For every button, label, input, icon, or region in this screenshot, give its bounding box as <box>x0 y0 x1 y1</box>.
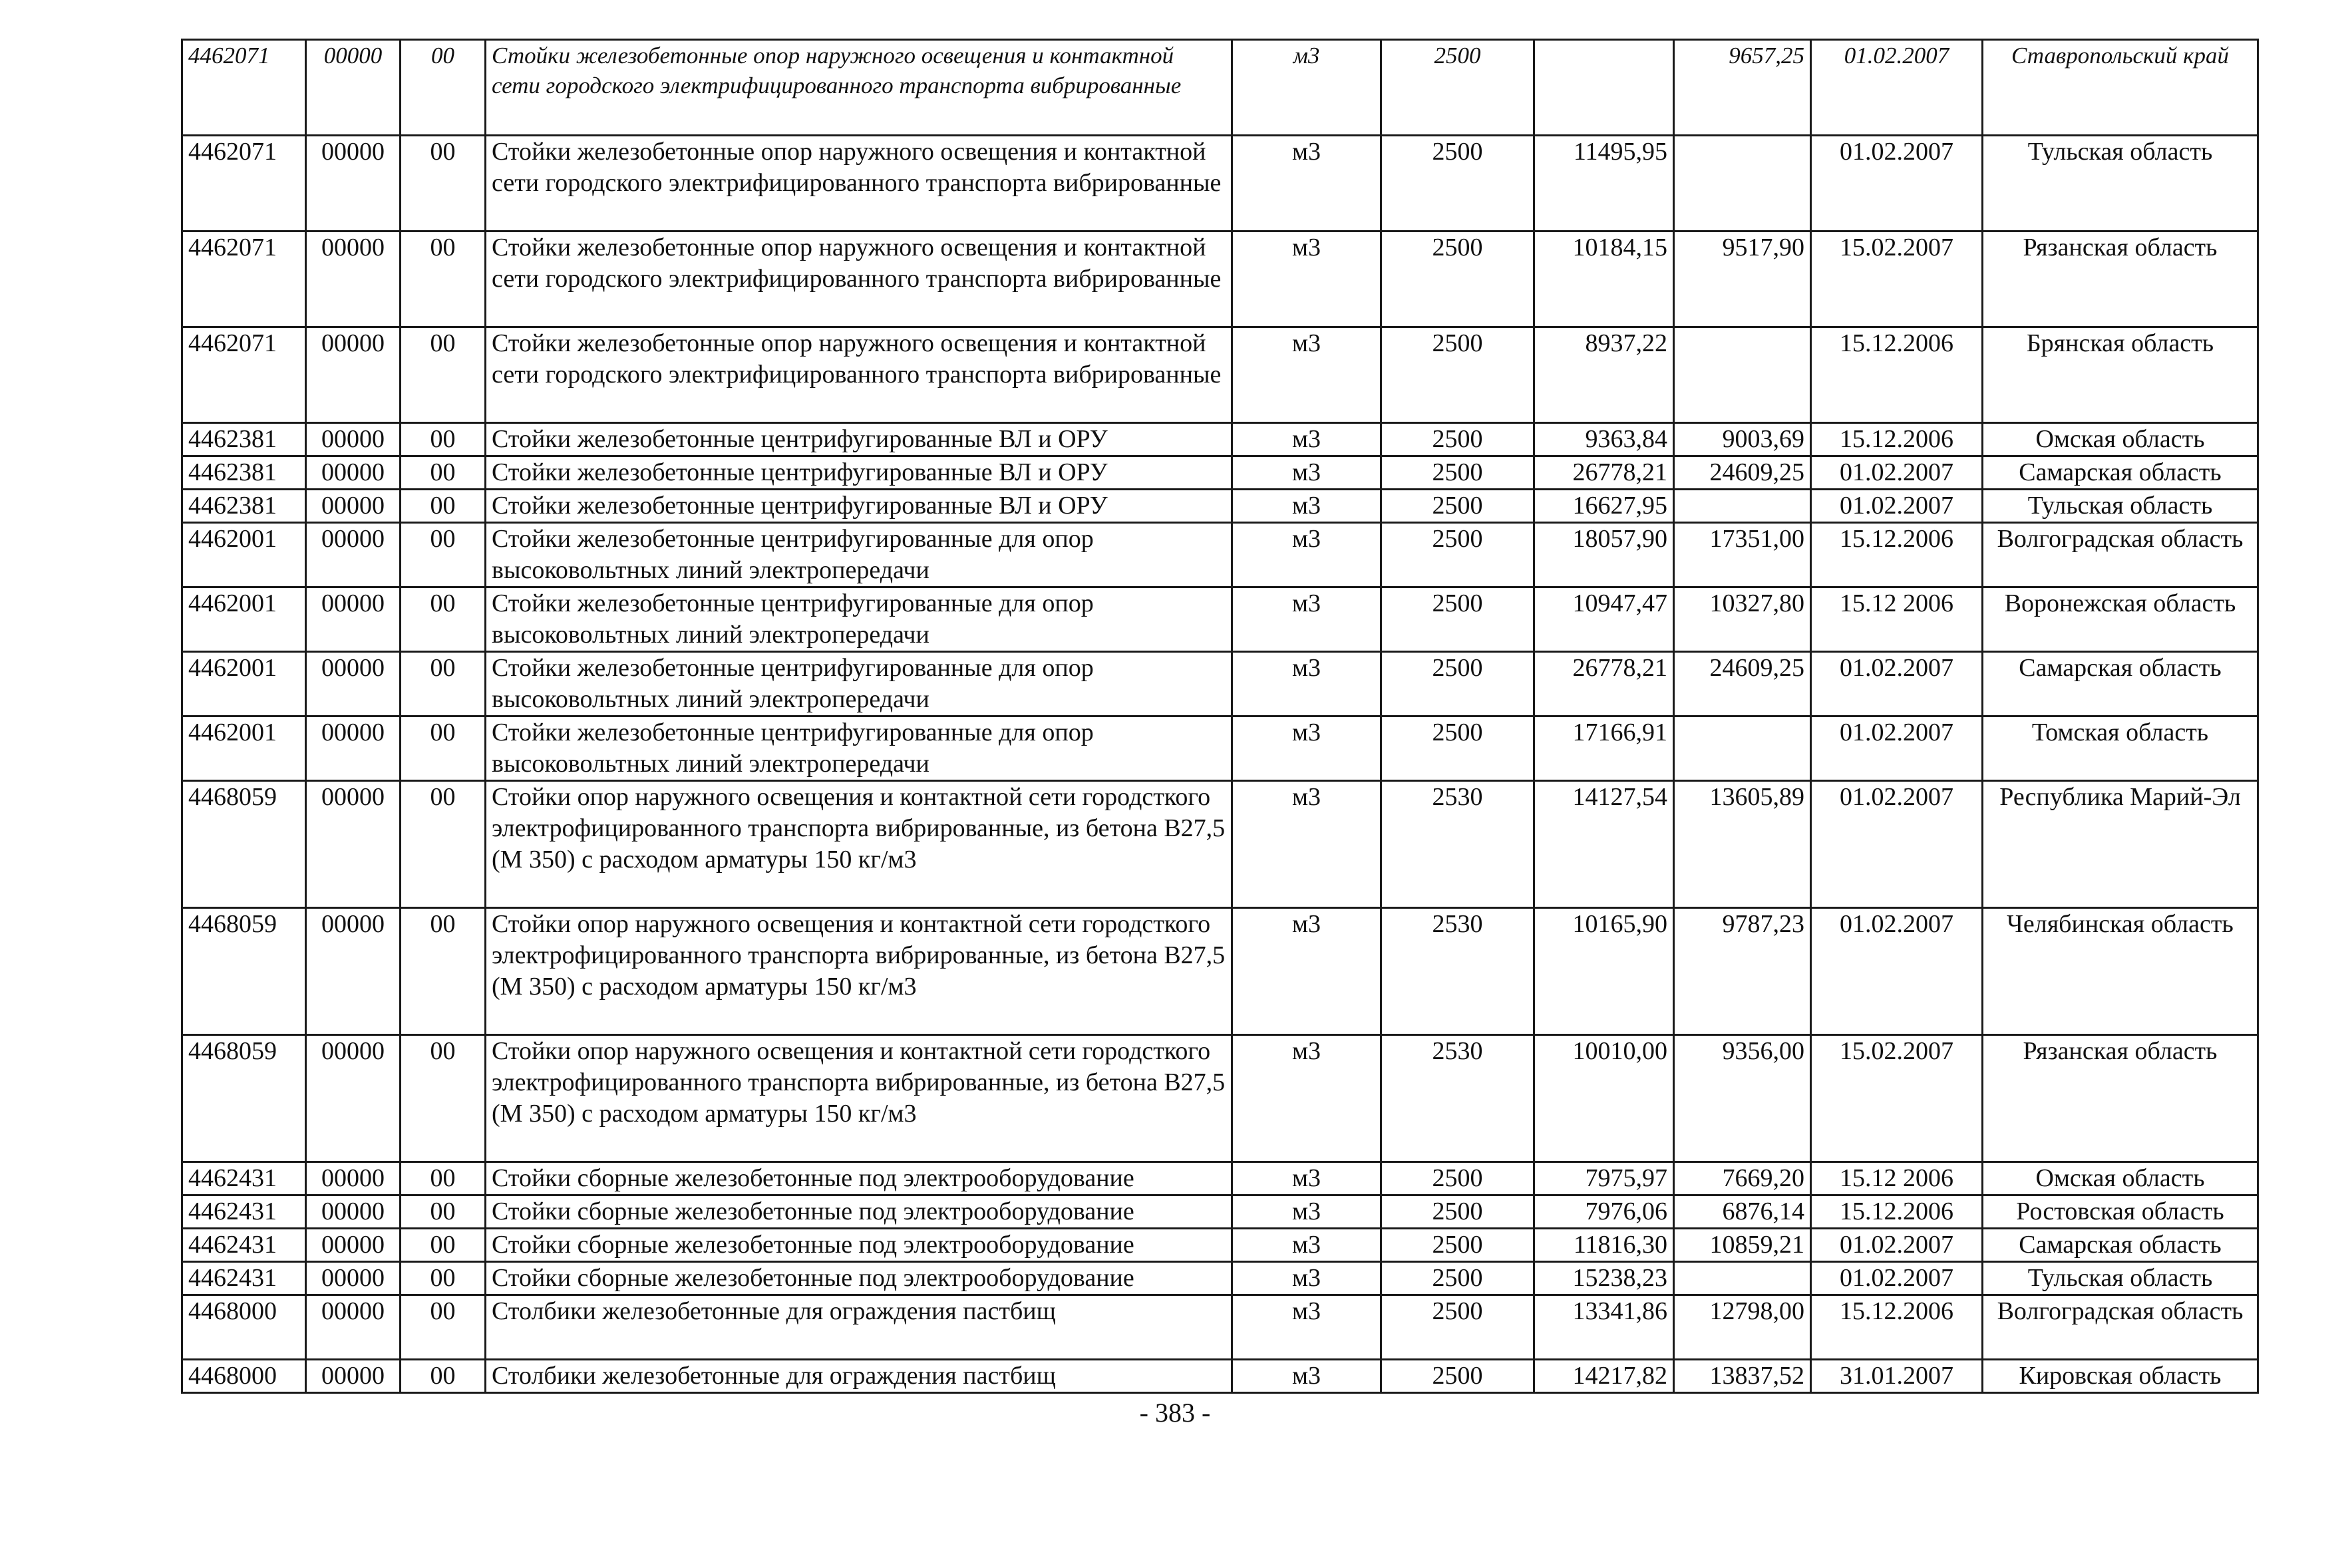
table-row <box>182 456 2258 490</box>
region-cell: Воронежская область <box>1983 587 2258 652</box>
control-number-cell: 00 <box>401 423 486 456</box>
grade-cell: 2500 <box>1381 1295 1534 1360</box>
date-cell: 01.02.2007 <box>1811 40 1983 136</box>
table-row <box>182 136 2258 232</box>
table-row <box>182 587 2258 652</box>
unit-cell: м3 <box>1232 1262 1381 1295</box>
code-cell: 4462431 <box>182 1229 306 1262</box>
control-number-cell: 00 <box>401 136 486 232</box>
price-without-vat-cell <box>1674 1262 1811 1295</box>
price-without-vat-cell: 13837,52 <box>1674 1360 1811 1393</box>
grade-cell: 2500 <box>1381 1360 1534 1393</box>
product-name-cell: Стойки сборные железобетонные под электрооборудование <box>486 1195 1232 1229</box>
code-cell: 4462001 <box>182 523 306 587</box>
region-cell: Челябинская область <box>1983 908 2258 1035</box>
price-cell: 13341,86 <box>1534 1295 1674 1360</box>
date-cell: 01.02.2007 <box>1811 908 1983 1035</box>
subcode-cell: 00000 <box>306 908 401 1035</box>
control-number-cell: 00 <box>401 781 486 908</box>
price-cell: 9363,84 <box>1534 423 1674 456</box>
region-cell: Рязанская область <box>1983 232 2258 327</box>
control-number-cell: 00 <box>401 1262 486 1295</box>
code-cell: 4462001 <box>182 587 306 652</box>
unit-cell: м3 <box>1232 232 1381 327</box>
region-cell: Самарская область <box>1983 1229 2258 1262</box>
region-cell: Ростовская область <box>1983 1195 2258 1229</box>
control-number-cell: 00 <box>401 1035 486 1162</box>
product-name-cell: Стойки железобетонные опор наружного освещения и контактной сети городского электрифицированного транспорта вибрированные <box>486 40 1232 136</box>
price-without-vat-cell: 12798,00 <box>1674 1295 1811 1360</box>
code-cell: 4462381 <box>182 490 306 523</box>
unit-cell: м3 <box>1232 908 1381 1035</box>
table-row <box>182 40 2258 136</box>
subcode-cell: 00000 <box>306 652 401 716</box>
control-number-cell: 00 <box>401 40 486 136</box>
date-cell: 01.02.2007 <box>1811 652 1983 716</box>
price-cell: 8937,22 <box>1534 327 1674 423</box>
product-name-cell: Стойки железобетонные центрифугированные для опор высоковольтных линий электропередачи <box>486 587 1232 652</box>
date-cell: 15.02.2007 <box>1811 1035 1983 1162</box>
subcode-cell: 00000 <box>306 490 401 523</box>
grade-cell: 2500 <box>1381 652 1534 716</box>
unit-cell: м3 <box>1232 40 1381 136</box>
date-cell: 15.12.2006 <box>1811 327 1983 423</box>
code-cell: 4468059 <box>182 908 306 1035</box>
grade-cell: 2500 <box>1381 423 1534 456</box>
unit-cell: м3 <box>1232 490 1381 523</box>
table-row <box>182 523 2258 587</box>
product-name-cell: Стойки опор наружного освещения и контактной сети городсткого электрофицированного транспорта вибрированные, из бетона В27,5 (М 350) с расходом арматуры 150 кг/м3 <box>486 781 1232 908</box>
region-cell: Рязанская область <box>1983 1035 2258 1162</box>
subcode-cell: 00000 <box>306 423 401 456</box>
subcode-cell: 00000 <box>306 136 401 232</box>
unit-cell: м3 <box>1232 136 1381 232</box>
code-cell: 4462071 <box>182 136 306 232</box>
price-cell: 14217,82 <box>1534 1360 1674 1393</box>
grade-cell: 2500 <box>1381 716 1534 781</box>
price-without-vat-cell: 7669,20 <box>1674 1162 1811 1195</box>
grade-cell: 2530 <box>1381 781 1534 908</box>
control-number-cell: 00 <box>401 716 486 781</box>
table-row <box>182 1262 2258 1295</box>
unit-cell: м3 <box>1232 1195 1381 1229</box>
grade-cell: 2500 <box>1381 1162 1534 1195</box>
price-without-vat-cell: 10327,80 <box>1674 587 1811 652</box>
price-without-vat-cell: 17351,00 <box>1674 523 1811 587</box>
control-number-cell: 00 <box>401 490 486 523</box>
product-name-cell: Стойки железобетонные опор наружного освещения и контактной сети городского электрифицированного транспорта вибрированные <box>486 327 1232 423</box>
subcode-cell: 00000 <box>306 1035 401 1162</box>
date-cell: 15.12.2006 <box>1811 1295 1983 1360</box>
unit-cell: м3 <box>1232 423 1381 456</box>
subcode-cell: 00000 <box>306 587 401 652</box>
price-cell: 7976,06 <box>1534 1195 1674 1229</box>
region-cell: Волгоградская область <box>1983 1295 2258 1360</box>
region-cell: Тульская область <box>1983 490 2258 523</box>
page-number: - 383 - <box>1139 1398 1211 1428</box>
unit-cell: м3 <box>1232 1162 1381 1195</box>
price-without-vat-cell: 13605,89 <box>1674 781 1811 908</box>
code-cell: 4462001 <box>182 652 306 716</box>
control-number-cell: 00 <box>401 1195 486 1229</box>
product-name-cell: Стойки железобетонные центрифугированные для опор высоковольтных линий электропередачи <box>486 716 1232 781</box>
grade-cell: 2530 <box>1381 1035 1534 1162</box>
subcode-cell: 00000 <box>306 456 401 490</box>
table-row <box>182 1360 2258 1393</box>
date-cell: 31.01.2007 <box>1811 1360 1983 1393</box>
date-cell: 15.02.2007 <box>1811 232 1983 327</box>
grade-cell: 2500 <box>1381 232 1534 327</box>
code-cell: 4462071 <box>182 327 306 423</box>
price-cell: 10184,15 <box>1534 232 1674 327</box>
date-cell: 01.02.2007 <box>1811 781 1983 908</box>
date-cell: 01.02.2007 <box>1811 1262 1983 1295</box>
table-row <box>182 1229 2258 1262</box>
grade-cell: 2500 <box>1381 523 1534 587</box>
unit-cell: м3 <box>1232 716 1381 781</box>
product-name-cell: Стойки железобетонные опор наружного освещения и контактной сети городского электрифицированного транспорта вибрированные <box>486 136 1232 232</box>
grade-cell: 2500 <box>1381 587 1534 652</box>
date-cell: 01.02.2007 <box>1811 716 1983 781</box>
product-name-cell: Стойки железобетонные центрифугированные ВЛ и ОРУ <box>486 490 1232 523</box>
date-cell: 15.12.2006 <box>1811 423 1983 456</box>
grade-cell: 2500 <box>1381 1195 1534 1229</box>
table-row <box>182 781 2258 908</box>
unit-cell: м3 <box>1232 456 1381 490</box>
region-cell: Тульская область <box>1983 136 2258 232</box>
product-name-cell: Стойки сборные железобетонные под электрооборудование <box>486 1229 1232 1262</box>
price-cell: 26778,21 <box>1534 456 1674 490</box>
unit-cell: м3 <box>1232 1229 1381 1262</box>
subcode-cell: 00000 <box>306 781 401 908</box>
code-cell: 4468000 <box>182 1295 306 1360</box>
product-name-cell: Стойки железобетонные центрифугированные для опор высоковольтных линий электропередачи <box>486 523 1232 587</box>
region-cell: Республика Марий-Эл <box>1983 781 2258 908</box>
region-cell: Самарская область <box>1983 652 2258 716</box>
date-cell: 01.02.2007 <box>1811 456 1983 490</box>
price-without-vat-cell <box>1674 490 1811 523</box>
price-without-vat-cell <box>1674 327 1811 423</box>
price-cell: 11495,95 <box>1534 136 1674 232</box>
table-row <box>182 652 2258 716</box>
price-cell: 10010,00 <box>1534 1035 1674 1162</box>
subcode-cell: 00000 <box>306 232 401 327</box>
price-without-vat-cell <box>1674 716 1811 781</box>
grade-cell: 2500 <box>1381 456 1534 490</box>
date-cell: 15.12 2006 <box>1811 587 1983 652</box>
control-number-cell: 00 <box>401 327 486 423</box>
region-cell: Тульская область <box>1983 1262 2258 1295</box>
grade-cell: 2500 <box>1381 40 1534 136</box>
price-cell <box>1534 40 1674 136</box>
control-number-cell: 00 <box>401 1295 486 1360</box>
control-number-cell: 00 <box>401 1229 486 1262</box>
code-cell: 4468059 <box>182 1035 306 1162</box>
region-cell: Брянская область <box>1983 327 2258 423</box>
product-name-cell: Стойки сборные железобетонные под электрооборудование <box>486 1162 1232 1195</box>
price-cell: 11816,30 <box>1534 1229 1674 1262</box>
code-cell: 4462431 <box>182 1195 306 1229</box>
code-cell: 4468059 <box>182 781 306 908</box>
code-cell: 4462001 <box>182 716 306 781</box>
code-cell: 4462381 <box>182 423 306 456</box>
table-row <box>182 716 2258 781</box>
unit-cell: м3 <box>1232 652 1381 716</box>
table-row <box>182 490 2258 523</box>
grade-cell: 2500 <box>1381 1229 1534 1262</box>
price-cell: 26778,21 <box>1534 652 1674 716</box>
price-cell: 15238,23 <box>1534 1262 1674 1295</box>
product-name-cell: Стойки сборные железобетонные под электрооборудование <box>486 1262 1232 1295</box>
price-without-vat-cell: 9356,00 <box>1674 1035 1811 1162</box>
price-cell: 18057,90 <box>1534 523 1674 587</box>
region-cell: Омская область <box>1983 1162 2258 1195</box>
product-name-cell: Стойки опор наружного освещения и контактной сети городсткого электрофицированного транспорта вибрированные, из бетона В27,5 (М 350) с расходом арматуры 150 кг/м3 <box>486 908 1232 1035</box>
subcode-cell: 00000 <box>306 716 401 781</box>
price-without-vat-cell: 6876,14 <box>1674 1195 1811 1229</box>
price-without-vat-cell: 24609,25 <box>1674 652 1811 716</box>
code-cell: 4462431 <box>182 1262 306 1295</box>
product-name-cell: Стойки железобетонные центрифугированные ВЛ и ОРУ <box>486 456 1232 490</box>
price-without-vat-cell: 9003,69 <box>1674 423 1811 456</box>
table-row <box>182 1295 2258 1360</box>
control-number-cell: 00 <box>401 1360 486 1393</box>
control-number-cell: 00 <box>401 652 486 716</box>
price-without-vat-cell: 9787,23 <box>1674 908 1811 1035</box>
date-cell: 01.02.2007 <box>1811 490 1983 523</box>
price-cell: 7975,97 <box>1534 1162 1674 1195</box>
code-cell: 4462071 <box>182 232 306 327</box>
price-without-vat-cell <box>1674 136 1811 232</box>
unit-cell: м3 <box>1232 327 1381 423</box>
table-row <box>182 1195 2258 1229</box>
region-cell: Самарская область <box>1983 456 2258 490</box>
grade-cell: 2500 <box>1381 327 1534 423</box>
product-name-cell: Стойки железобетонные центрифугированные для опор высоковольтных линий электропередачи <box>486 652 1232 716</box>
grade-cell: 2500 <box>1381 1262 1534 1295</box>
subcode-cell: 00000 <box>306 1229 401 1262</box>
subcode-cell: 00000 <box>306 327 401 423</box>
unit-cell: м3 <box>1232 1035 1381 1162</box>
date-cell: 15.12.2006 <box>1811 1195 1983 1229</box>
control-number-cell: 00 <box>401 232 486 327</box>
control-number-cell: 00 <box>401 908 486 1035</box>
unit-cell: м3 <box>1232 781 1381 908</box>
subcode-cell: 00000 <box>306 1262 401 1295</box>
subcode-cell: 00000 <box>306 1162 401 1195</box>
table-row <box>182 423 2258 456</box>
control-number-cell: 00 <box>401 456 486 490</box>
region-cell: Кировская область <box>1983 1360 2258 1393</box>
table-row <box>182 232 2258 327</box>
unit-cell: м3 <box>1232 587 1381 652</box>
region-cell: Омская область <box>1983 423 2258 456</box>
region-cell: Ставропольский край <box>1983 40 2258 136</box>
subcode-cell: 00000 <box>306 40 401 136</box>
region-cell: Томская область <box>1983 716 2258 781</box>
price-cell: 10165,90 <box>1534 908 1674 1035</box>
table-row <box>182 1162 2258 1195</box>
subcode-cell: 00000 <box>306 1195 401 1229</box>
price-cell: 16627,95 <box>1534 490 1674 523</box>
code-cell: 4462071 <box>182 40 306 136</box>
code-cell: 4462381 <box>182 456 306 490</box>
price-cell: 14127,54 <box>1534 781 1674 908</box>
code-cell: 4468000 <box>182 1360 306 1393</box>
table-row <box>182 1035 2258 1162</box>
product-name-cell: Стойки железобетонные опор наружного освещения и контактной сети городского электрифицированного транспорта вибрированные <box>486 232 1232 327</box>
grade-cell: 2500 <box>1381 136 1534 232</box>
date-cell: 01.02.2007 <box>1811 1229 1983 1262</box>
unit-cell: м3 <box>1232 523 1381 587</box>
price-without-vat-cell: 9517,90 <box>1674 232 1811 327</box>
subcode-cell: 00000 <box>306 1295 401 1360</box>
price-table <box>181 39 2259 1394</box>
control-number-cell: 00 <box>401 1162 486 1195</box>
control-number-cell: 00 <box>401 523 486 587</box>
unit-cell: м3 <box>1232 1360 1381 1393</box>
product-name-cell: Стойки железобетонные центрифугированные ВЛ и ОРУ <box>486 423 1232 456</box>
price-cell: 17166,91 <box>1534 716 1674 781</box>
table-row <box>182 327 2258 423</box>
product-name-cell: Столбики железобетонные для ограждения пастбищ <box>486 1295 1232 1360</box>
subcode-cell: 00000 <box>306 1360 401 1393</box>
price-without-vat-cell: 24609,25 <box>1674 456 1811 490</box>
product-name-cell: Столбики железобетонные для ограждения пастбищ <box>486 1360 1232 1393</box>
grade-cell: 2500 <box>1381 490 1534 523</box>
price-without-vat-cell: 9657,25 <box>1674 40 1811 136</box>
code-cell: 4462431 <box>182 1162 306 1195</box>
product-name-cell: Стойки опор наружного освещения и контактной сети городсткого электрофицированного транспорта вибрированные, из бетона В27,5 (М 350) с расходом арматуры 150 кг/м3 <box>486 1035 1232 1162</box>
table-row <box>182 908 2258 1035</box>
subcode-cell: 00000 <box>306 523 401 587</box>
unit-cell: м3 <box>1232 1295 1381 1360</box>
date-cell: 01.02.2007 <box>1811 136 1983 232</box>
region-cell: Волгоградская область <box>1983 523 2258 587</box>
price-without-vat-cell: 10859,21 <box>1674 1229 1811 1262</box>
date-cell: 15.12.2006 <box>1811 523 1983 587</box>
grade-cell: 2530 <box>1381 908 1534 1035</box>
price-cell: 10947,47 <box>1534 587 1674 652</box>
date-cell: 15.12 2006 <box>1811 1162 1983 1195</box>
control-number-cell: 00 <box>401 587 486 652</box>
